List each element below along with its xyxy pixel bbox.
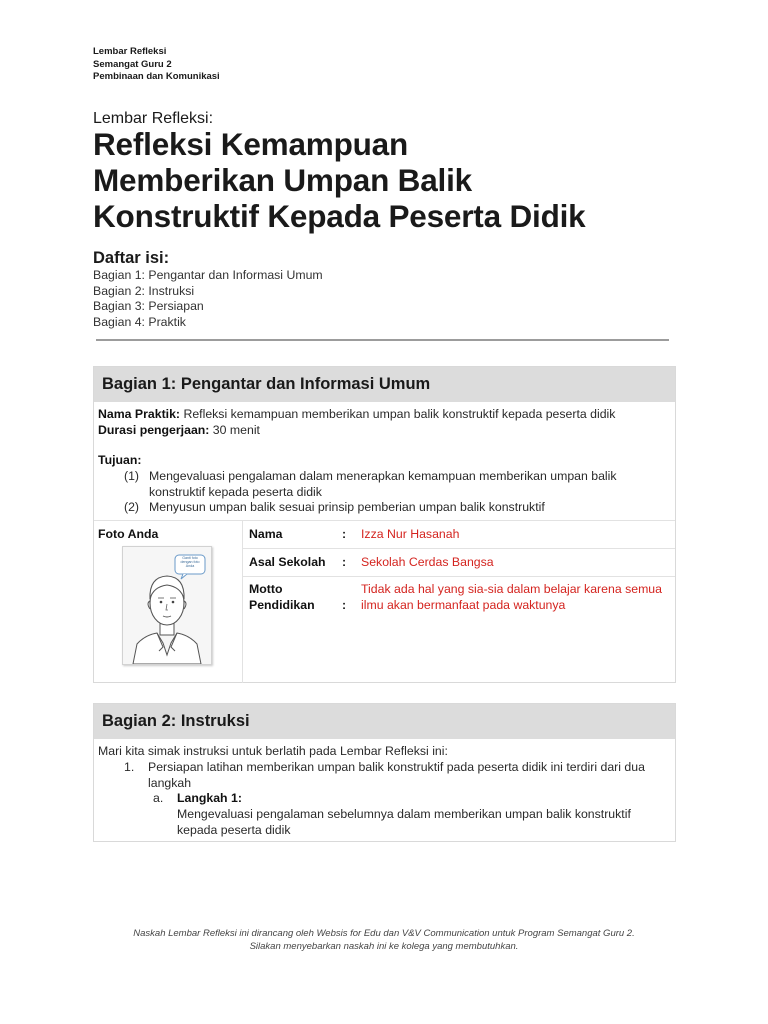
field-label-asal-sekolah: Asal Sekolah bbox=[249, 555, 326, 569]
toc-item: Bagian 1: Pengantar dan Informasi Umum bbox=[93, 268, 323, 282]
field-label-line: Pendidikan bbox=[249, 598, 315, 612]
header-line-2: Semangat Guru 2 bbox=[93, 58, 172, 70]
tujuan-label: Tujuan: bbox=[98, 453, 142, 467]
tujuan-text bbox=[149, 469, 649, 500]
field-value-asal-sekolah: Sekolah Cerdas Bangsa bbox=[361, 555, 494, 569]
section-1-heading: Bagian 1: Pengantar dan Informasi Umum bbox=[94, 367, 675, 402]
footer-line-1: Naskah Lembar Refleksi ini dirancang oleh Websis for Edu dan V&V Communication untuk Program Semangat Guru 2. bbox=[133, 928, 635, 939]
field-label-motto bbox=[249, 581, 315, 613]
tujuan-number: (1) bbox=[124, 469, 140, 483]
row-divider bbox=[242, 548, 675, 549]
foto-label: Foto Anda bbox=[98, 527, 159, 541]
profile-photo bbox=[122, 546, 212, 665]
header-line-1: Lembar Refleksi bbox=[93, 46, 167, 57]
field-label-line: Motto bbox=[249, 582, 283, 596]
section-1-box bbox=[93, 366, 676, 683]
toc-item: Bagian 4: Praktik bbox=[93, 315, 186, 330]
toc-item: Bagian 3: Persiapan bbox=[93, 299, 204, 314]
sub-item-text bbox=[177, 807, 667, 838]
running-header bbox=[93, 46, 220, 84]
document-title bbox=[93, 126, 693, 234]
toc-item: Bagian 2: Instruksi bbox=[93, 283, 195, 298]
sub-item-letter: a. bbox=[153, 791, 164, 805]
footer-line-2: Silakan menyebarkan naskah ini ke kolega yang membutuhkan. bbox=[249, 941, 519, 952]
column-divider bbox=[242, 521, 243, 683]
tujuan-item bbox=[124, 469, 664, 500]
instruction-intro: Mari kita simak instruksi untuk berlatih pada Lembar Refleksi ini: bbox=[98, 744, 448, 758]
durasi-value: 30 menit bbox=[209, 422, 260, 437]
sub-item-line: kepada peserta didik bbox=[177, 822, 291, 837]
title-line-1: Refleksi Kemampuan bbox=[93, 126, 409, 162]
praktik-line bbox=[98, 407, 668, 423]
tujuan-text-line: Mengevaluasi pengalaman dalam menerapkan kemampuan memberikan umpan balik bbox=[149, 469, 617, 483]
tujuan-item bbox=[124, 500, 664, 516]
durasi-label: Durasi pengerjaan: bbox=[98, 422, 210, 437]
field-label-nama: Nama bbox=[249, 527, 283, 541]
instruction-number: 1. bbox=[124, 760, 135, 774]
motto-line: Tidak ada hal yang sia-sia dalam belajar karena semua bbox=[361, 582, 662, 596]
profile-table bbox=[94, 520, 675, 683]
page-footer bbox=[0, 927, 768, 953]
instruction-line: Persiapan latihan memberikan umpan balik konstruktif pada peserta didik ini terdiri dari dua bbox=[148, 760, 645, 774]
title-line-2: Memberikan Umpan Balik bbox=[93, 162, 472, 198]
tujuan-text bbox=[149, 500, 649, 516]
durasi-line bbox=[98, 423, 668, 439]
title-line-3: Konstruktif Kepada Peserta Didik bbox=[93, 198, 586, 234]
row-divider bbox=[242, 576, 675, 577]
praktik-label: Nama Praktik: bbox=[98, 407, 181, 421]
table-of-contents bbox=[93, 268, 323, 331]
section-2-heading: Bagian 2: Instruksi bbox=[94, 704, 675, 739]
tujuan-text-line: Menyusun umpan balik sesuai prinsip pemberian umpan balik konstruktif bbox=[149, 500, 545, 514]
sub-item-line: Mengevaluasi pengalaman sebelumnya dalam memberikan umpan balik konstruktif bbox=[177, 807, 631, 821]
photo-bubble-text: Ganti foto dengan foto Anda bbox=[180, 556, 200, 569]
header-line-3: Pembinaan dan Komunikasi bbox=[93, 71, 220, 82]
document-supertitle: Lembar Refleksi: bbox=[93, 110, 214, 127]
section-2-box bbox=[93, 703, 676, 842]
motto-line: ilmu akan bermanfaat pada waktunya bbox=[361, 598, 566, 612]
tujuan-number: (2) bbox=[124, 500, 140, 514]
field-value-motto bbox=[361, 581, 671, 613]
instruction-text bbox=[148, 760, 668, 791]
field-value-nama: Izza Nur Hasanah bbox=[361, 527, 460, 541]
tujuan-text-line: konstruktif kepada peserta didik bbox=[149, 484, 322, 499]
divider bbox=[96, 339, 669, 341]
field-colon: : bbox=[342, 527, 347, 541]
instruction-line: langkah bbox=[148, 775, 192, 790]
praktik-value: Refleksi kemampuan memberikan umpan balik konstruktif kepada peserta didik bbox=[180, 407, 616, 421]
toc-heading: Daftar isi: bbox=[93, 249, 170, 267]
sub-item-title: Langkah 1: bbox=[177, 791, 242, 805]
field-colon: : bbox=[342, 555, 347, 569]
field-colon: : bbox=[342, 598, 347, 612]
